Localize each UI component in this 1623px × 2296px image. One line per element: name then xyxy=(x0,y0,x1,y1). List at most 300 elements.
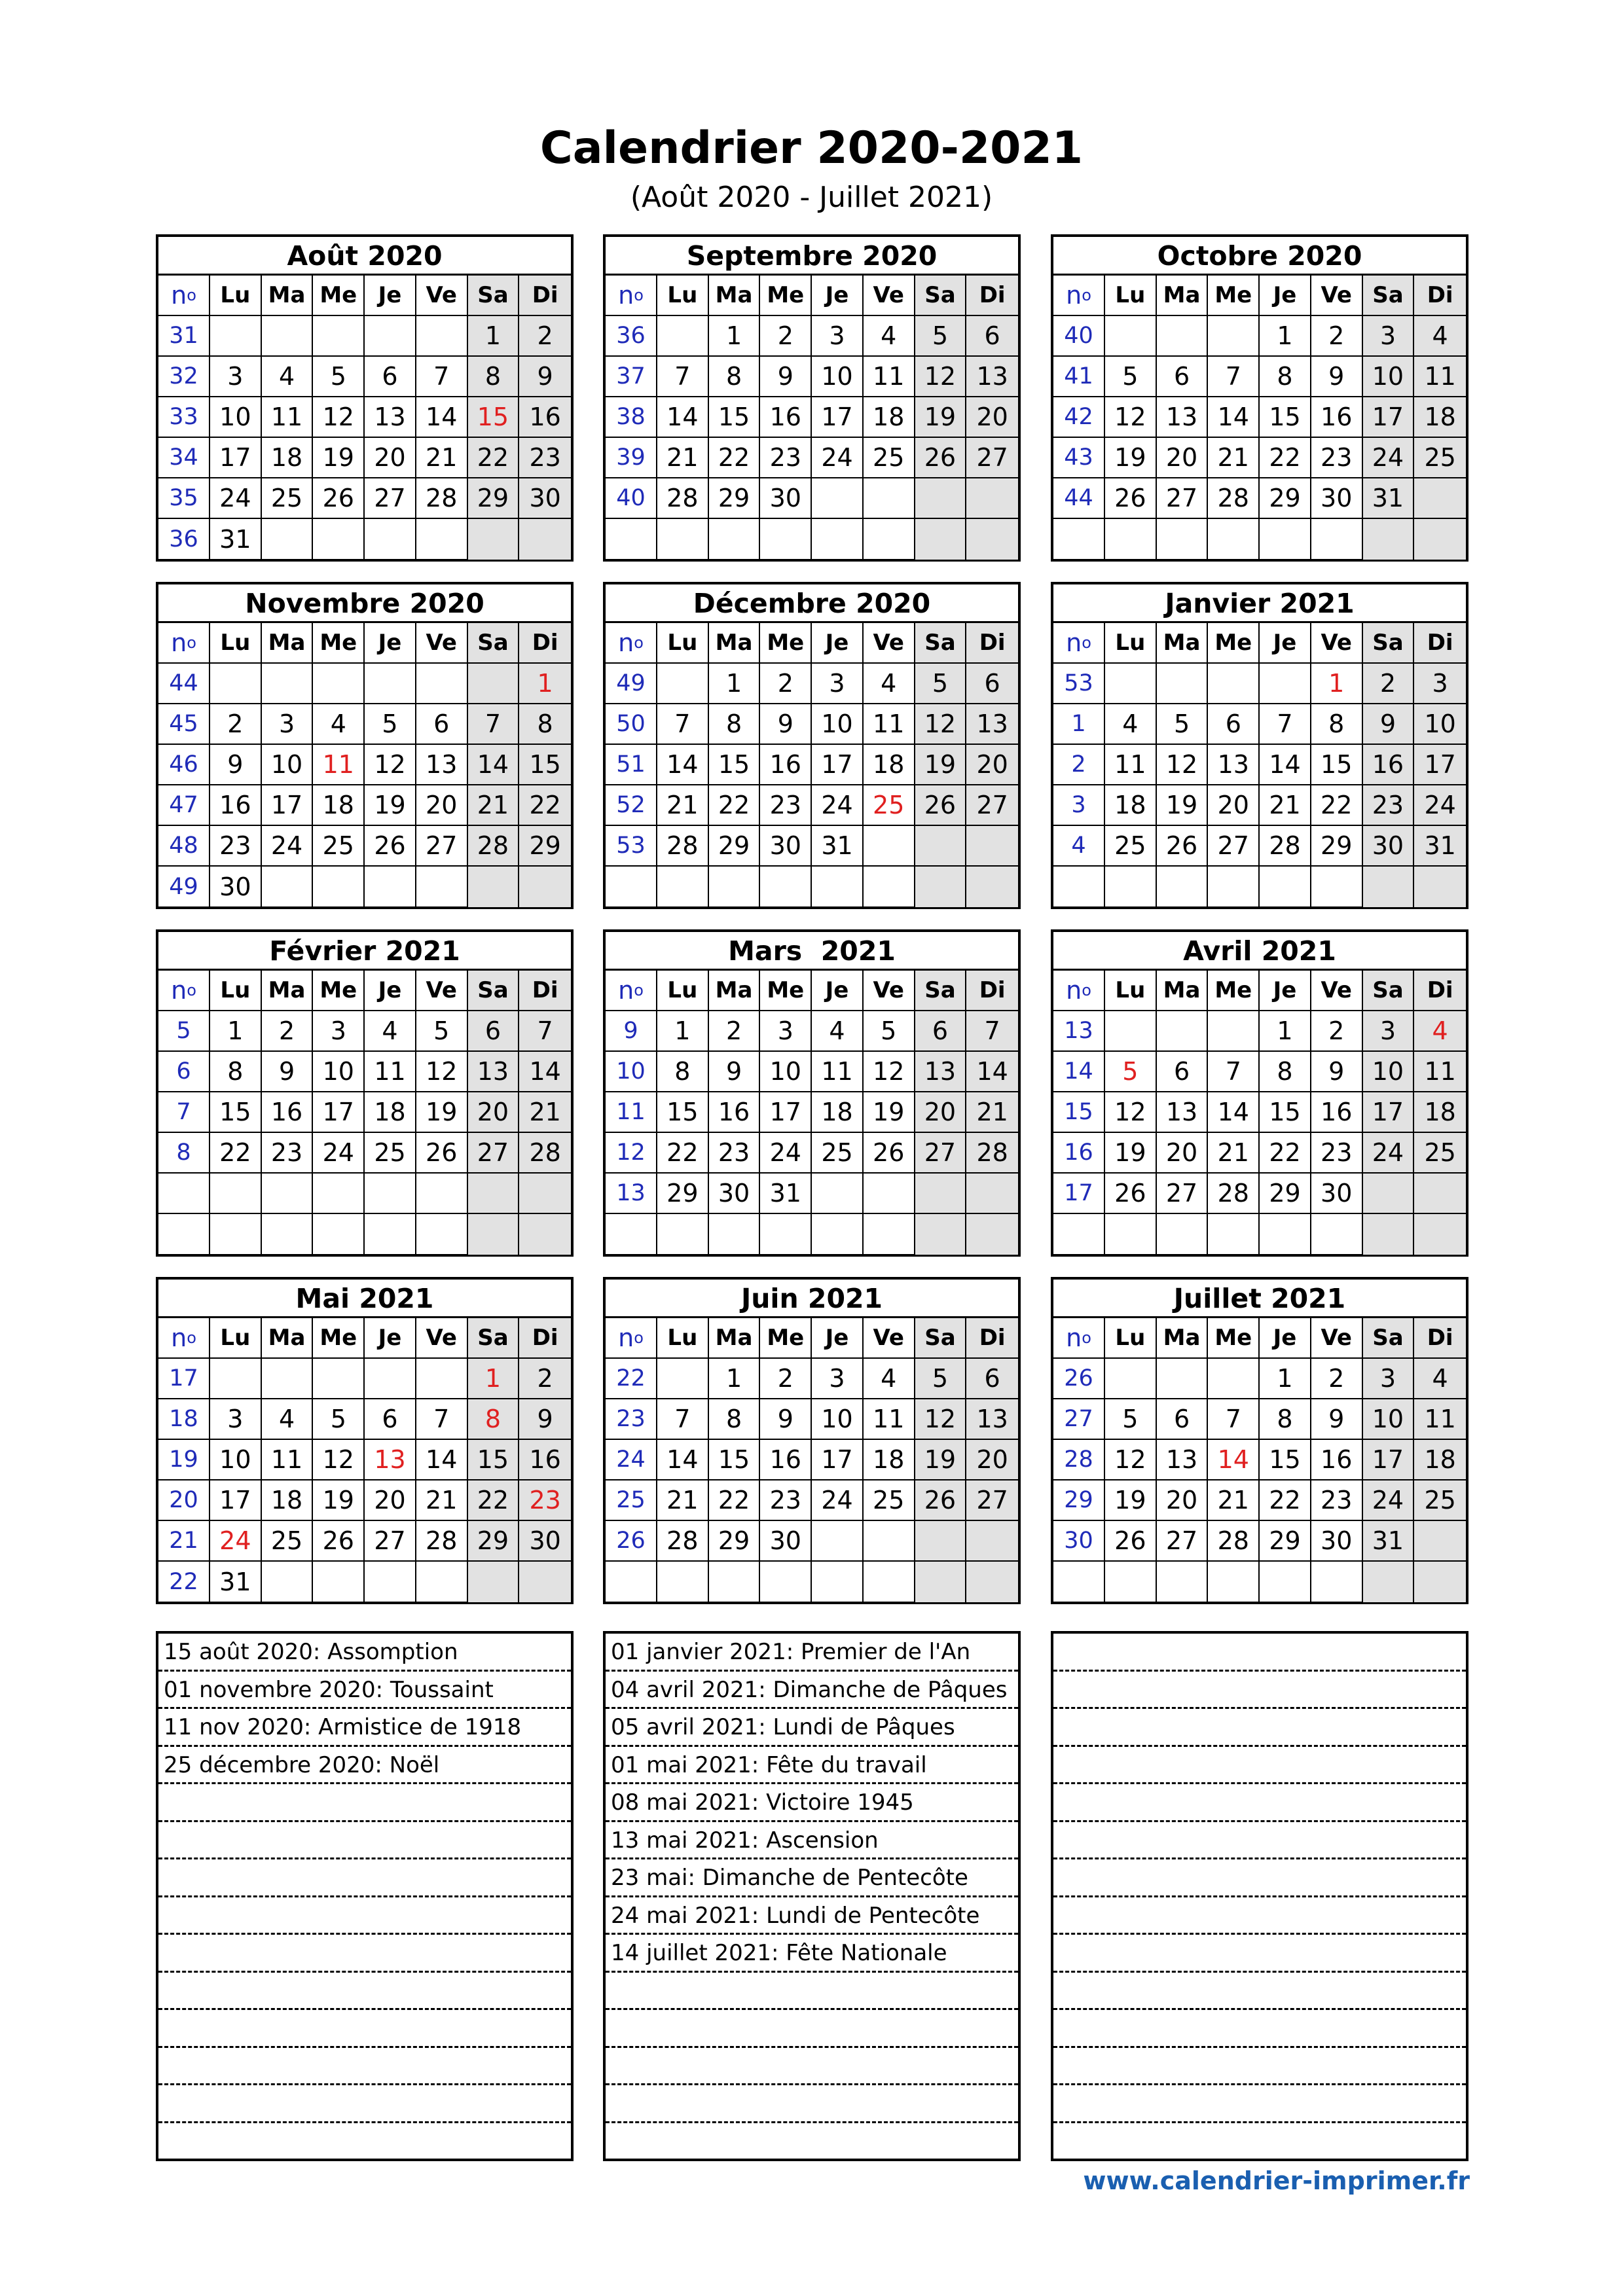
day-cell[interactable] xyxy=(657,867,709,907)
day-cell[interactable]: 18 xyxy=(1414,1440,1466,1480)
day-cell[interactable]: 6 xyxy=(966,1359,1018,1399)
day-cell[interactable] xyxy=(966,826,1018,867)
day-cell[interactable] xyxy=(210,1174,262,1214)
day-cell[interactable]: 10 xyxy=(812,357,864,397)
day-cell[interactable] xyxy=(262,664,314,704)
day-cell[interactable]: 9 xyxy=(760,1399,812,1440)
day-cell[interactable]: 13 xyxy=(915,1052,967,1092)
day-cell[interactable]: 3 xyxy=(1363,1359,1415,1399)
day-cell[interactable] xyxy=(1208,867,1260,907)
day-cell[interactable]: 18 xyxy=(262,438,314,478)
day-cell[interactable]: 4 xyxy=(365,1011,416,1052)
day-cell[interactable]: 29 xyxy=(468,1521,520,1562)
day-cell[interactable] xyxy=(966,867,1018,907)
day-cell[interactable] xyxy=(915,519,967,560)
day-cell[interactable]: 22 xyxy=(468,1480,520,1521)
day-cell[interactable]: 16 xyxy=(1363,745,1415,785)
day-cell[interactable]: 3 xyxy=(1363,316,1415,357)
day-cell[interactable] xyxy=(1157,664,1209,704)
day-cell[interactable]: 17 xyxy=(1363,1092,1415,1133)
day-cell[interactable]: 3 xyxy=(1363,1011,1415,1052)
day-cell[interactable] xyxy=(812,1562,864,1602)
day-cell[interactable]: 28 xyxy=(519,1133,571,1174)
day-cell[interactable]: 14 xyxy=(468,745,520,785)
day-cell[interactable] xyxy=(1208,1011,1260,1052)
day-cell[interactable]: 27 xyxy=(416,826,468,867)
day-cell[interactable]: 23 xyxy=(760,1480,812,1521)
day-cell[interactable]: 28 xyxy=(657,1521,709,1562)
day-cell[interactable]: 14 xyxy=(1208,397,1260,438)
day-cell[interactable]: 19 xyxy=(864,1092,915,1133)
day-cell[interactable] xyxy=(416,1562,468,1602)
day-cell[interactable]: 9 xyxy=(709,1052,761,1092)
day-cell[interactable]: 10 xyxy=(812,1399,864,1440)
day-cell[interactable] xyxy=(416,316,468,357)
day-cell[interactable]: 24 xyxy=(812,438,864,478)
day-cell[interactable]: 10 xyxy=(210,1440,262,1480)
day-cell[interactable] xyxy=(262,1359,314,1399)
day-cell[interactable]: 20 xyxy=(416,785,468,826)
day-cell[interactable] xyxy=(365,316,416,357)
day-cell[interactable]: 31 xyxy=(1414,826,1466,867)
day-cell[interactable] xyxy=(1105,1359,1157,1399)
day-cell[interactable]: 22 xyxy=(709,438,761,478)
day-cell[interactable]: 30 xyxy=(760,1521,812,1562)
day-cell[interactable] xyxy=(313,316,365,357)
holiday-day-cell[interactable]: 13 xyxy=(365,1440,416,1480)
holiday-day-cell[interactable]: 25 xyxy=(864,785,915,826)
day-cell[interactable]: 12 xyxy=(864,1052,915,1092)
day-cell[interactable]: 28 xyxy=(1208,1174,1260,1214)
day-cell[interactable]: 25 xyxy=(262,478,314,519)
day-cell[interactable]: 2 xyxy=(1311,1359,1363,1399)
day-cell[interactable]: 18 xyxy=(365,1092,416,1133)
day-cell[interactable]: 12 xyxy=(1105,1092,1157,1133)
day-cell[interactable]: 15 xyxy=(1260,1440,1311,1480)
day-cell[interactable]: 30 xyxy=(1311,1521,1363,1562)
day-cell[interactable]: 28 xyxy=(416,1521,468,1562)
day-cell[interactable]: 4 xyxy=(1414,316,1466,357)
day-cell[interactable] xyxy=(262,1214,314,1255)
day-cell[interactable]: 15 xyxy=(709,745,761,785)
day-cell[interactable]: 12 xyxy=(416,1052,468,1092)
day-cell[interactable]: 18 xyxy=(313,785,365,826)
day-cell[interactable] xyxy=(519,1214,571,1255)
day-cell[interactable]: 29 xyxy=(1260,1521,1311,1562)
day-cell[interactable]: 24 xyxy=(313,1133,365,1174)
day-cell[interactable]: 28 xyxy=(657,826,709,867)
day-cell[interactable]: 5 xyxy=(864,1011,915,1052)
day-cell[interactable]: 19 xyxy=(915,397,967,438)
day-cell[interactable]: 22 xyxy=(709,785,761,826)
holiday-day-cell[interactable]: 4 xyxy=(1414,1011,1466,1052)
day-cell[interactable] xyxy=(313,664,365,704)
day-cell[interactable]: 6 xyxy=(365,357,416,397)
day-cell[interactable] xyxy=(760,1562,812,1602)
day-cell[interactable]: 7 xyxy=(1208,1052,1260,1092)
day-cell[interactable] xyxy=(864,478,915,519)
day-cell[interactable] xyxy=(657,1214,709,1255)
day-cell[interactable]: 23 xyxy=(519,438,571,478)
day-cell[interactable]: 30 xyxy=(1311,1174,1363,1214)
day-cell[interactable] xyxy=(709,867,761,907)
day-cell[interactable] xyxy=(966,478,1018,519)
day-cell[interactable]: 11 xyxy=(1414,1052,1466,1092)
day-cell[interactable]: 14 xyxy=(416,1440,468,1480)
day-cell[interactable]: 1 xyxy=(657,1011,709,1052)
day-cell[interactable]: 4 xyxy=(864,316,915,357)
day-cell[interactable]: 28 xyxy=(416,478,468,519)
day-cell[interactable]: 11 xyxy=(1105,745,1157,785)
day-cell[interactable]: 27 xyxy=(966,438,1018,478)
day-cell[interactable] xyxy=(760,867,812,907)
day-cell[interactable] xyxy=(1363,1214,1415,1255)
day-cell[interactable]: 28 xyxy=(657,478,709,519)
day-cell[interactable]: 21 xyxy=(1208,1480,1260,1521)
day-cell[interactable]: 29 xyxy=(1311,826,1363,867)
day-cell[interactable]: 14 xyxy=(416,397,468,438)
day-cell[interactable]: 23 xyxy=(760,438,812,478)
day-cell[interactable]: 28 xyxy=(966,1133,1018,1174)
day-cell[interactable]: 14 xyxy=(1208,1092,1260,1133)
day-cell[interactable] xyxy=(1414,1214,1466,1255)
day-cell[interactable]: 15 xyxy=(1260,397,1311,438)
day-cell[interactable]: 25 xyxy=(1414,1480,1466,1521)
day-cell[interactable] xyxy=(468,519,520,560)
day-cell[interactable]: 4 xyxy=(864,1359,915,1399)
day-cell[interactable]: 14 xyxy=(966,1052,1018,1092)
day-cell[interactable]: 27 xyxy=(365,1521,416,1562)
day-cell[interactable] xyxy=(313,867,365,907)
day-cell[interactable] xyxy=(657,664,709,704)
day-cell[interactable]: 20 xyxy=(966,397,1018,438)
day-cell[interactable]: 6 xyxy=(915,1011,967,1052)
day-cell[interactable] xyxy=(760,519,812,560)
day-cell[interactable]: 8 xyxy=(1311,704,1363,745)
day-cell[interactable]: 18 xyxy=(812,1092,864,1133)
day-cell[interactable]: 18 xyxy=(1414,1092,1466,1133)
day-cell[interactable] xyxy=(262,1562,314,1602)
day-cell[interactable]: 7 xyxy=(657,1399,709,1440)
day-cell[interactable]: 18 xyxy=(864,1440,915,1480)
day-cell[interactable]: 18 xyxy=(864,745,915,785)
day-cell[interactable]: 2 xyxy=(210,704,262,745)
day-cell[interactable]: 22 xyxy=(1260,438,1311,478)
day-cell[interactable]: 5 xyxy=(313,1399,365,1440)
day-cell[interactable] xyxy=(657,1359,709,1399)
day-cell[interactable] xyxy=(1311,1562,1363,1602)
day-cell[interactable]: 27 xyxy=(468,1133,520,1174)
day-cell[interactable] xyxy=(365,664,416,704)
day-cell[interactable]: 19 xyxy=(915,1440,967,1480)
day-cell[interactable] xyxy=(1414,478,1466,519)
day-cell[interactable]: 26 xyxy=(1105,1174,1157,1214)
holiday-day-cell[interactable]: 23 xyxy=(519,1480,571,1521)
day-cell[interactable] xyxy=(210,1214,262,1255)
day-cell[interactable]: 16 xyxy=(760,1440,812,1480)
day-cell[interactable]: 21 xyxy=(1260,785,1311,826)
day-cell[interactable]: 17 xyxy=(1363,1440,1415,1480)
day-cell[interactable]: 9 xyxy=(1311,1052,1363,1092)
day-cell[interactable]: 19 xyxy=(1105,438,1157,478)
day-cell[interactable]: 10 xyxy=(1414,704,1466,745)
day-cell[interactable]: 3 xyxy=(313,1011,365,1052)
day-cell[interactable] xyxy=(1157,519,1209,560)
day-cell[interactable]: 12 xyxy=(915,1399,967,1440)
day-cell[interactable]: 17 xyxy=(313,1092,365,1133)
day-cell[interactable]: 5 xyxy=(1105,357,1157,397)
day-cell[interactable] xyxy=(1414,1521,1466,1562)
day-cell[interactable]: 24 xyxy=(1363,1480,1415,1521)
day-cell[interactable]: 15 xyxy=(1311,745,1363,785)
day-cell[interactable]: 11 xyxy=(262,1440,314,1480)
day-cell[interactable] xyxy=(1208,1359,1260,1399)
day-cell[interactable] xyxy=(864,1521,915,1562)
day-cell[interactable] xyxy=(1363,1174,1415,1214)
day-cell[interactable]: 2 xyxy=(1363,664,1415,704)
day-cell[interactable]: 18 xyxy=(1414,397,1466,438)
day-cell[interactable]: 5 xyxy=(915,664,967,704)
day-cell[interactable]: 24 xyxy=(262,826,314,867)
day-cell[interactable] xyxy=(1311,867,1363,907)
day-cell[interactable]: 7 xyxy=(519,1011,571,1052)
day-cell[interactable] xyxy=(966,1521,1018,1562)
day-cell[interactable]: 16 xyxy=(760,745,812,785)
day-cell[interactable] xyxy=(519,1174,571,1214)
day-cell[interactable] xyxy=(313,1174,365,1214)
day-cell[interactable]: 17 xyxy=(1414,745,1466,785)
day-cell[interactable] xyxy=(915,478,967,519)
day-cell[interactable]: 23 xyxy=(709,1133,761,1174)
day-cell[interactable]: 30 xyxy=(1311,478,1363,519)
day-cell[interactable] xyxy=(416,1359,468,1399)
day-cell[interactable] xyxy=(468,664,520,704)
day-cell[interactable]: 26 xyxy=(313,1521,365,1562)
day-cell[interactable]: 5 xyxy=(313,357,365,397)
day-cell[interactable]: 12 xyxy=(313,1440,365,1480)
day-cell[interactable]: 30 xyxy=(519,1521,571,1562)
day-cell[interactable] xyxy=(1363,1562,1415,1602)
day-cell[interactable]: 1 xyxy=(709,316,761,357)
day-cell[interactable] xyxy=(416,867,468,907)
day-cell[interactable]: 27 xyxy=(365,478,416,519)
holiday-day-cell[interactable]: 24 xyxy=(210,1521,262,1562)
day-cell[interactable]: 10 xyxy=(812,704,864,745)
day-cell[interactable]: 1 xyxy=(468,316,520,357)
day-cell[interactable] xyxy=(416,664,468,704)
day-cell[interactable]: 19 xyxy=(1105,1480,1157,1521)
day-cell[interactable]: 21 xyxy=(468,785,520,826)
day-cell[interactable]: 7 xyxy=(1260,704,1311,745)
day-cell[interactable]: 9 xyxy=(1311,357,1363,397)
day-cell[interactable]: 13 xyxy=(365,397,416,438)
day-cell[interactable]: 13 xyxy=(966,1399,1018,1440)
day-cell[interactable]: 5 xyxy=(365,704,416,745)
day-cell[interactable]: 15 xyxy=(709,1440,761,1480)
day-cell[interactable]: 1 xyxy=(1260,1011,1311,1052)
day-cell[interactable] xyxy=(1208,664,1260,704)
day-cell[interactable]: 12 xyxy=(915,704,967,745)
day-cell[interactable]: 23 xyxy=(1311,1133,1363,1174)
day-cell[interactable]: 29 xyxy=(709,1521,761,1562)
day-cell[interactable] xyxy=(812,519,864,560)
day-cell[interactable]: 2 xyxy=(1311,1011,1363,1052)
day-cell[interactable] xyxy=(1157,1359,1209,1399)
day-cell[interactable]: 13 xyxy=(1157,397,1209,438)
day-cell[interactable]: 28 xyxy=(1208,1521,1260,1562)
day-cell[interactable]: 24 xyxy=(812,785,864,826)
day-cell[interactable] xyxy=(1311,1214,1363,1255)
day-cell[interactable] xyxy=(864,1174,915,1214)
day-cell[interactable]: 11 xyxy=(864,357,915,397)
holiday-day-cell[interactable]: 11 xyxy=(313,745,365,785)
day-cell[interactable]: 1 xyxy=(1260,316,1311,357)
day-cell[interactable] xyxy=(210,664,262,704)
day-cell[interactable]: 31 xyxy=(210,1562,262,1602)
day-cell[interactable]: 20 xyxy=(966,1440,1018,1480)
day-cell[interactable]: 29 xyxy=(468,478,520,519)
day-cell[interactable]: 16 xyxy=(760,397,812,438)
day-cell[interactable]: 31 xyxy=(1363,1521,1415,1562)
day-cell[interactable]: 8 xyxy=(657,1052,709,1092)
day-cell[interactable] xyxy=(1208,1562,1260,1602)
day-cell[interactable]: 23 xyxy=(1311,1480,1363,1521)
day-cell[interactable] xyxy=(262,867,314,907)
day-cell[interactable] xyxy=(262,519,314,560)
day-cell[interactable] xyxy=(1260,664,1311,704)
day-cell[interactable]: 1 xyxy=(210,1011,262,1052)
day-cell[interactable]: 9 xyxy=(262,1052,314,1092)
day-cell[interactable] xyxy=(1414,519,1466,560)
day-cell[interactable]: 14 xyxy=(657,745,709,785)
day-cell[interactable]: 11 xyxy=(812,1052,864,1092)
day-cell[interactable] xyxy=(1105,664,1157,704)
day-cell[interactable] xyxy=(519,519,571,560)
day-cell[interactable]: 17 xyxy=(812,745,864,785)
day-cell[interactable]: 10 xyxy=(1363,1399,1415,1440)
day-cell[interactable] xyxy=(1105,867,1157,907)
day-cell[interactable]: 7 xyxy=(416,357,468,397)
day-cell[interactable]: 4 xyxy=(864,664,915,704)
day-cell[interactable]: 9 xyxy=(760,704,812,745)
day-cell[interactable]: 11 xyxy=(365,1052,416,1092)
day-cell[interactable] xyxy=(416,1174,468,1214)
day-cell[interactable]: 17 xyxy=(262,785,314,826)
day-cell[interactable] xyxy=(1414,1562,1466,1602)
day-cell[interactable]: 25 xyxy=(864,1480,915,1521)
day-cell[interactable]: 15 xyxy=(1260,1092,1311,1133)
day-cell[interactable] xyxy=(313,1214,365,1255)
day-cell[interactable] xyxy=(1260,519,1311,560)
day-cell[interactable]: 7 xyxy=(468,704,520,745)
day-cell[interactable] xyxy=(1157,316,1209,357)
day-cell[interactable]: 13 xyxy=(1157,1440,1209,1480)
day-cell[interactable]: 11 xyxy=(262,397,314,438)
day-cell[interactable]: 31 xyxy=(210,519,262,560)
day-cell[interactable]: 14 xyxy=(519,1052,571,1092)
day-cell[interactable]: 31 xyxy=(760,1174,812,1214)
day-cell[interactable]: 13 xyxy=(1208,745,1260,785)
day-cell[interactable] xyxy=(864,1214,915,1255)
day-cell[interactable] xyxy=(365,1359,416,1399)
day-cell[interactable]: 17 xyxy=(1363,397,1415,438)
day-cell[interactable]: 16 xyxy=(519,397,571,438)
day-cell[interactable]: 16 xyxy=(262,1092,314,1133)
day-cell[interactable]: 20 xyxy=(915,1092,967,1133)
day-cell[interactable] xyxy=(1260,867,1311,907)
day-cell[interactable]: 6 xyxy=(468,1011,520,1052)
day-cell[interactable] xyxy=(416,519,468,560)
holiday-day-cell[interactable]: 5 xyxy=(1105,1052,1157,1092)
day-cell[interactable] xyxy=(1157,1562,1209,1602)
day-cell[interactable]: 29 xyxy=(657,1174,709,1214)
day-cell[interactable] xyxy=(1157,1214,1209,1255)
day-cell[interactable] xyxy=(468,1562,520,1602)
day-cell[interactable]: 26 xyxy=(1157,826,1209,867)
day-cell[interactable] xyxy=(1363,519,1415,560)
day-cell[interactable]: 28 xyxy=(1260,826,1311,867)
day-cell[interactable]: 21 xyxy=(966,1092,1018,1133)
day-cell[interactable]: 30 xyxy=(709,1174,761,1214)
day-cell[interactable] xyxy=(468,867,520,907)
day-cell[interactable]: 18 xyxy=(1105,785,1157,826)
day-cell[interactable]: 19 xyxy=(416,1092,468,1133)
day-cell[interactable] xyxy=(1260,1562,1311,1602)
day-cell[interactable]: 27 xyxy=(1157,478,1209,519)
day-cell[interactable] xyxy=(709,1562,761,1602)
day-cell[interactable]: 16 xyxy=(210,785,262,826)
day-cell[interactable] xyxy=(657,316,709,357)
day-cell[interactable]: 9 xyxy=(519,357,571,397)
day-cell[interactable]: 6 xyxy=(1157,1399,1209,1440)
day-cell[interactable]: 16 xyxy=(519,1440,571,1480)
day-cell[interactable]: 5 xyxy=(915,1359,967,1399)
day-cell[interactable]: 15 xyxy=(519,745,571,785)
day-cell[interactable]: 2 xyxy=(760,664,812,704)
day-cell[interactable]: 20 xyxy=(1157,1480,1209,1521)
day-cell[interactable]: 12 xyxy=(313,397,365,438)
day-cell[interactable]: 2 xyxy=(709,1011,761,1052)
day-cell[interactable] xyxy=(1105,1562,1157,1602)
day-cell[interactable]: 7 xyxy=(416,1399,468,1440)
day-cell[interactable]: 7 xyxy=(1208,357,1260,397)
day-cell[interactable] xyxy=(1157,1011,1209,1052)
day-cell[interactable]: 26 xyxy=(915,785,967,826)
day-cell[interactable]: 23 xyxy=(760,785,812,826)
day-cell[interactable]: 6 xyxy=(966,664,1018,704)
day-cell[interactable]: 17 xyxy=(210,1480,262,1521)
day-cell[interactable]: 4 xyxy=(262,357,314,397)
day-cell[interactable] xyxy=(812,1174,864,1214)
day-cell[interactable]: 2 xyxy=(760,316,812,357)
day-cell[interactable] xyxy=(519,867,571,907)
day-cell[interactable]: 16 xyxy=(1311,1092,1363,1133)
day-cell[interactable]: 7 xyxy=(1208,1399,1260,1440)
day-cell[interactable]: 2 xyxy=(519,1359,571,1399)
day-cell[interactable]: 27 xyxy=(966,1480,1018,1521)
day-cell[interactable]: 13 xyxy=(416,745,468,785)
day-cell[interactable] xyxy=(915,826,967,867)
day-cell[interactable]: 14 xyxy=(657,1440,709,1480)
day-cell[interactable] xyxy=(1208,519,1260,560)
day-cell[interactable] xyxy=(416,1214,468,1255)
day-cell[interactable]: 27 xyxy=(1157,1521,1209,1562)
day-cell[interactable]: 17 xyxy=(812,1440,864,1480)
day-cell[interactable]: 11 xyxy=(1414,1399,1466,1440)
day-cell[interactable]: 1 xyxy=(709,1359,761,1399)
day-cell[interactable]: 20 xyxy=(1157,1133,1209,1174)
day-cell[interactable]: 27 xyxy=(915,1133,967,1174)
